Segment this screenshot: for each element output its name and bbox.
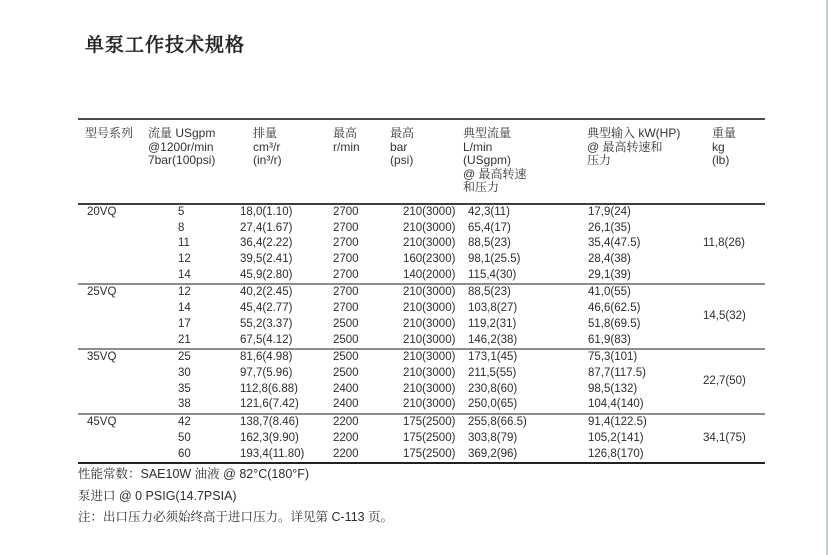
header-line: bar — [390, 139, 408, 154]
table-cell: 175(2500) — [403, 447, 456, 460]
table-cell: 29,1(39) — [588, 268, 631, 281]
header-line: 和压力 — [463, 180, 500, 195]
table-cell: 28,4(38) — [588, 253, 631, 266]
footnote: 泵进口 @ 0 PSIG(14.7PSIA) — [78, 488, 237, 503]
header-row — [78, 119, 765, 204]
table-cell: 11 — [178, 237, 190, 250]
table-cell: 173,1(45) — [460, 349, 580, 366]
table-cell: 210(3000) — [403, 237, 456, 250]
table-cell: 81,6(4.98) — [235, 349, 325, 366]
table-cell: 250,0(65) — [468, 398, 518, 411]
header-line: 型号系列 — [85, 126, 134, 140]
table-cell: 211,5(55) — [468, 367, 517, 379]
table-cell: 88,5(23) — [468, 237, 511, 250]
table-cell: 2700 — [333, 205, 359, 218]
table-cell: 2700 — [325, 284, 385, 301]
table-cell: 104,4(140) — [588, 398, 644, 411]
table-cell: 35,4(47.5) — [588, 237, 641, 250]
table-cell: 2400 — [333, 398, 359, 411]
table-cell: 12 — [178, 253, 191, 266]
column-header-3 — [235, 119, 325, 204]
table-cell: 21 — [178, 333, 191, 346]
header-line: 重量 — [712, 126, 737, 140]
table-cell: 46,6(62.5) — [588, 302, 641, 315]
table-cell: 14 — [178, 268, 191, 281]
table-cell: 2700 — [333, 268, 359, 281]
header-line: 最高 — [333, 126, 358, 140]
table-cell: 2500 — [333, 333, 359, 346]
header-line: 流量 USgpm — [148, 126, 216, 140]
table-row — [78, 382, 765, 398]
table-cell: 14 — [178, 302, 191, 315]
header-line: 排量 — [253, 126, 278, 140]
pump-spec-table — [78, 118, 765, 464]
header-line: 典型流量 — [463, 126, 512, 140]
table-row — [78, 284, 765, 301]
table-cell: 30 — [178, 367, 191, 379]
table-cell: 67,5(4.12) — [240, 333, 293, 346]
table-cell: 27,4(1.67) — [240, 221, 293, 234]
column-header-1 — [78, 119, 140, 204]
header-line: (USgpm) — [463, 153, 512, 168]
table-cell: 88,5(23) — [460, 284, 580, 301]
table-row — [78, 252, 765, 268]
table-cell: 210(3000) — [403, 302, 456, 315]
table-cell: 91,4(122.5) — [580, 414, 695, 431]
table-cell: 121,6(7.42) — [240, 398, 299, 411]
table-cell: 2200 — [333, 447, 359, 460]
model-series-cell: 20VQ — [87, 205, 117, 218]
table-row — [78, 349, 765, 366]
table-cell: 160(2300) — [403, 253, 456, 266]
table-cell: 2700 — [333, 237, 359, 250]
table-cell: 5 — [178, 205, 185, 218]
header-line: @ 最高转速 — [463, 166, 527, 181]
table-cell: 61,9(83) — [588, 333, 631, 346]
table-cell: 2500 — [333, 317, 359, 330]
table-cell: 210(3000) — [403, 398, 456, 411]
table-cell: 210(3000) — [385, 349, 460, 366]
table-cell: 140(2000) — [403, 268, 456, 281]
table-row — [78, 301, 765, 317]
table-cell: 98,1(25.5) — [468, 253, 521, 266]
footnotes — [78, 464, 393, 529]
weight-cell: 34,1(75) — [695, 414, 765, 463]
table-cell: 51,8(69.5) — [588, 317, 641, 330]
table-cell: 369,2(96) — [468, 447, 518, 460]
model-series-cell: 35VQ — [78, 349, 140, 414]
table-cell: 98,5(132) — [588, 382, 638, 395]
table-cell: 75,3(101) — [580, 349, 695, 366]
table-cell: 87,7(117.5) — [588, 367, 646, 379]
header-line: 最高 — [390, 126, 415, 140]
header-line: 压力 — [587, 153, 612, 168]
table-cell: 230,8(60) — [468, 382, 518, 395]
table-cell: 17,9(24) — [588, 205, 631, 218]
table-row — [78, 366, 765, 382]
table-row — [78, 397, 765, 414]
table-row — [78, 204, 765, 221]
header-line: r/min — [333, 139, 360, 154]
table-cell: 45,9(2.80) — [240, 268, 293, 281]
table-body — [78, 204, 765, 463]
model-series-cell: 45VQ — [78, 414, 140, 463]
column-header-2 — [140, 119, 235, 204]
table-cell: 210(3000) — [403, 205, 456, 218]
header-line: (psi) — [390, 153, 414, 168]
table-cell: 112,8(6.88) — [240, 382, 298, 395]
table-cell: 38 — [178, 398, 191, 411]
table-cell: 126,8(170) — [588, 447, 644, 460]
table-cell: 2500 — [325, 349, 385, 366]
table-row — [78, 317, 765, 333]
table-cell: 2700 — [333, 221, 359, 234]
table-cell: 39,5(2.41) — [240, 253, 293, 266]
table-cell: 45,4(2.77) — [240, 302, 293, 315]
table-cell: 41,0(55) — [580, 284, 695, 301]
table-row — [78, 414, 765, 431]
table-cell: 26,1(35) — [588, 221, 631, 234]
table-cell: 36,4(2.22) — [240, 237, 293, 250]
table-cell: 175(2500) — [385, 414, 460, 431]
weight-cell: 14,5(32) — [695, 284, 765, 349]
header-line: cm³/r — [253, 139, 281, 154]
column-header-7 — [580, 119, 695, 204]
table-cell: 103,8(27) — [468, 302, 518, 315]
table-cell: 115,4(30) — [468, 268, 517, 281]
table-cell: 210(3000) — [403, 333, 456, 346]
column-header-6 — [460, 119, 580, 204]
table-cell: 60 — [178, 447, 191, 460]
table-cell: 105,2(141) — [588, 431, 644, 444]
table-cell: 175(2500) — [403, 431, 456, 444]
table-cell: 210(3000) — [403, 317, 456, 330]
table-cell: 162,3(9.90) — [240, 431, 299, 444]
table-cell: 55,2(3.37) — [240, 317, 293, 330]
table-cell: 119,2(31) — [468, 317, 517, 330]
column-header-5 — [385, 119, 460, 204]
table-row — [78, 221, 765, 237]
table-cell: 2200 — [325, 414, 385, 431]
table-cell: 210(3000) — [403, 221, 456, 234]
page-title: 单泵工作技术规格 — [85, 35, 246, 56]
table-row — [78, 236, 765, 252]
table-cell: 255,8(66.5) — [460, 414, 580, 431]
table-cell: 2400 — [333, 382, 359, 395]
table-cell: 42 — [140, 414, 235, 431]
model-series-cell: 25VQ — [78, 284, 140, 349]
table-cell: 2700 — [333, 302, 359, 315]
header-line: @1200r/min — [148, 139, 214, 154]
column-header-8 — [695, 119, 765, 204]
header-line: 7bar(100psi) — [148, 153, 216, 168]
table-row — [78, 431, 765, 447]
table-cell: 193,4(11.80) — [240, 447, 305, 460]
table-cell: 35 — [178, 382, 191, 395]
table-cell: 18,0(1.10) — [240, 205, 293, 218]
column-header-4 — [325, 119, 385, 204]
table-cell: 25 — [140, 349, 235, 366]
table-cell: 138,7(8.46) — [235, 414, 325, 431]
table-cell: 2700 — [333, 253, 359, 266]
header-line: @ 最高转速和 — [587, 139, 663, 154]
footnote: 注：出口压力必须始终高于进口压力。详见第 C-113 页。 — [78, 510, 394, 524]
header-line: kg — [712, 139, 725, 154]
table-cell: 50 — [178, 431, 191, 444]
table-cell: 210(3000) — [403, 382, 456, 395]
table-header — [78, 119, 765, 204]
table-row — [78, 268, 765, 285]
table-cell: 303,8(79) — [468, 431, 518, 444]
table-cell: 17 — [178, 317, 191, 330]
table-cell: 2200 — [333, 431, 359, 444]
table-cell: 65,4(17) — [468, 221, 511, 234]
footnote: 性能常数：SAE10W 油液 @ 82°C(180°F) — [78, 467, 310, 481]
table-cell: 210(3000) — [385, 284, 460, 301]
table-cell: 42,3(11) — [468, 205, 510, 218]
table-row — [78, 333, 765, 350]
table-cell: 2500 — [333, 367, 359, 379]
header-line: (lb) — [712, 153, 730, 168]
table-cell: 12 — [140, 284, 235, 301]
table-cell: 8 — [178, 221, 185, 234]
weight-cell: 22,7(50) — [695, 349, 765, 414]
header-line: (in³/r) — [253, 153, 282, 168]
header-line: L/min — [463, 139, 493, 154]
header-line: 典型输入 kW(HP) — [587, 126, 681, 140]
table-row — [78, 447, 765, 464]
table-cell: 97,7(5.96) — [240, 367, 293, 379]
table-cell: 146,2(38) — [468, 333, 518, 346]
table-cell: 40,2(2.45) — [235, 284, 325, 301]
table-cell: 210(3000) — [403, 367, 456, 379]
weight-cell: 11,8(26) — [703, 237, 745, 250]
